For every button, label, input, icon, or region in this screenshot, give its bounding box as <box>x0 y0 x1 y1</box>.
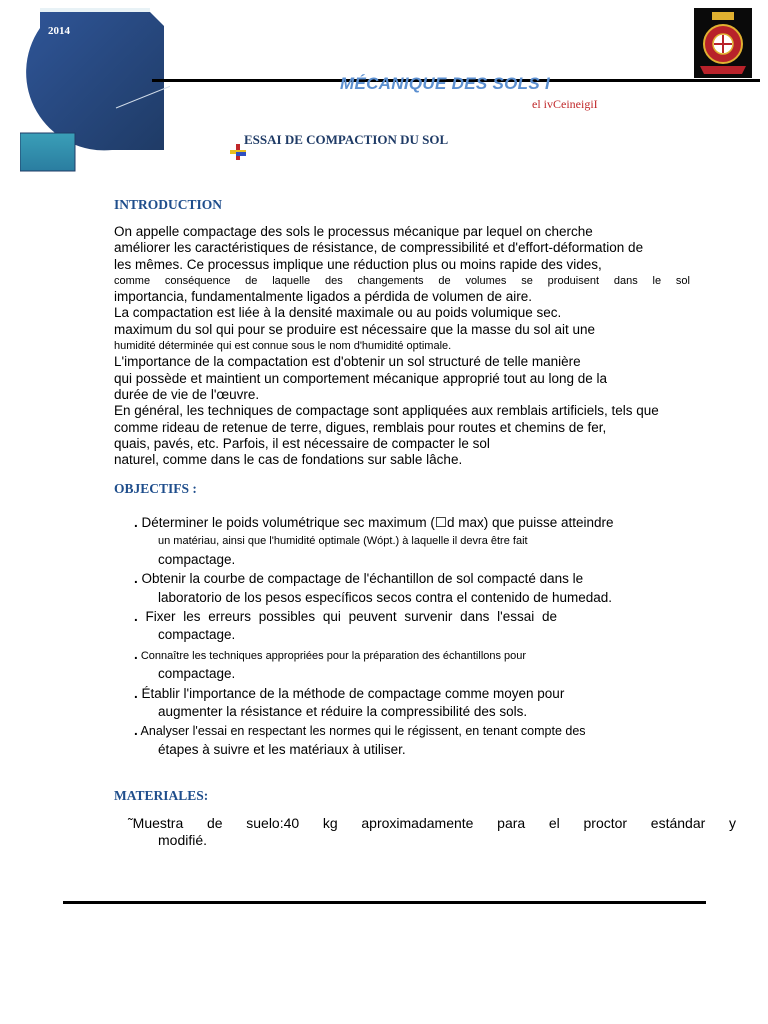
objective-item <box>134 608 674 645</box>
objective-item <box>134 570 674 607</box>
introduction-body <box>114 224 690 468</box>
objective-item <box>134 685 674 722</box>
objective-continuation: augmenter la résistance et réduire la compressibilité des sols. <box>158 704 528 720</box>
footer-rule <box>63 901 706 904</box>
objectives-heading: OBJECTIFS : <box>114 481 197 496</box>
institution-logo <box>694 8 752 78</box>
intro-line: La compactation est liée à la densité maximale ou au poids volumique sec. <box>114 305 562 321</box>
materials-heading: MATERIALES: <box>114 788 209 803</box>
objective-continuation: compactage. <box>158 666 236 682</box>
intro-line: naturel, comme dans le cas de fondations sur sable lâche. <box>114 452 463 468</box>
objective-text: Analyser l'essai en respectant les normes qui le régissent, en tenant compte des <box>137 724 586 739</box>
cross-bullet-icon <box>230 144 246 160</box>
objective-text: Établir l'importance de la méthode de compactage comme moyen pour <box>137 685 565 701</box>
objective-continuation: laboratorio de los pesos específicos secos contra el contenido de humedad. <box>158 589 613 605</box>
intro-line: importancia, fundamentalmente ligados a pérdida de volumen de aire. <box>114 289 533 305</box>
intro-line: les mêmes. Ce processus implique une réduction plus ou moins rapide des vides, <box>114 256 602 272</box>
materials-continuation: modifié. <box>158 832 208 848</box>
intro-line: On appelle compactage des sols le processus mécanique par lequel on cherche <box>114 224 593 239</box>
objective-item <box>134 646 674 684</box>
intro-line: L'importance de la compactation est d'obtenir un sol structuré de telle manière <box>114 354 581 370</box>
course-subtitle: el ivCeineigiI <box>532 97 598 111</box>
introduction-heading: INTRODUCTION <box>114 197 223 212</box>
objective-continuation: compactage. <box>158 627 236 643</box>
objective-item <box>134 722 674 759</box>
year-label: 2014 <box>48 25 70 37</box>
intro-line: maximum du sol qui pour se produire est nécessaire que la masse du sol ait une <box>114 321 596 337</box>
course-title: MÉCANIQUE DES SOLS I <box>340 74 551 93</box>
intro-line: qui possède et maintient un comportement mécanique approprié tout au long de la <box>114 370 608 386</box>
intro-line: améliorer les caractéristiques de résistance, de compressibilité et d'effort-déformation de <box>114 240 644 256</box>
objectives-list <box>134 514 674 760</box>
objective-bullet: . <box>134 609 138 625</box>
objective-text: Obtenir la courbe de compactage de l'échantillon de sol compacté dans le <box>137 571 584 587</box>
intro-line: durée de vie de l'œuvre. <box>114 386 260 402</box>
objective-continuation: compactage. <box>158 551 236 567</box>
objective-text: Fixer les erreurs possibles qui peuvent survenir dans l'essai de <box>137 609 558 625</box>
decorative-header-shape <box>20 8 170 174</box>
objective-bullet: . <box>134 515 138 530</box>
objective-bullet: . <box>134 571 138 587</box>
objective-continuation: un matériau, ainsi que l'humidité optimale (Wópt.) à laquelle il devra être fait <box>158 535 528 548</box>
intro-line: quais, pavés, etc. Parfois, il est nécessaire de compacter le sol <box>114 435 490 451</box>
objective-bullet: . <box>134 723 138 739</box>
objective-text: Connaître les techniques appropriées pour la préparation des échantillons pour <box>137 649 527 662</box>
essay-title: ESSAI DE COMPACTION DU SOL <box>244 132 449 147</box>
materials-item <box>128 815 736 849</box>
intro-line: comme rideau de retenue de terre, digues, remblais pour routes et chemins de fer, <box>114 419 607 435</box>
intro-line: En général, les techniques de compactage sont appliquées aux remblais artificiels, tels que <box>114 403 659 419</box>
objective-bullet: . <box>134 646 138 662</box>
objective-item <box>134 514 674 569</box>
materials-bullet: ˜ <box>128 815 133 831</box>
objective-text: Déterminer le poids volumétrique sec maximum (☐d max) que puisse atteindre <box>137 515 614 530</box>
intro-line: humidité déterminée qui est connue sous le nom d'humidité optimale. <box>114 340 452 353</box>
intro-line: comme conséquence de laquelle des changements de volumes se produisent dans le sol <box>114 274 690 287</box>
materials-text: Muestra de suelo:40 kg aproximadamente para el proctor estándar y <box>132 815 736 831</box>
objective-bullet: . <box>134 685 138 701</box>
objective-continuation: étapes à suivre et les matériaux à utiliser. <box>158 741 406 757</box>
